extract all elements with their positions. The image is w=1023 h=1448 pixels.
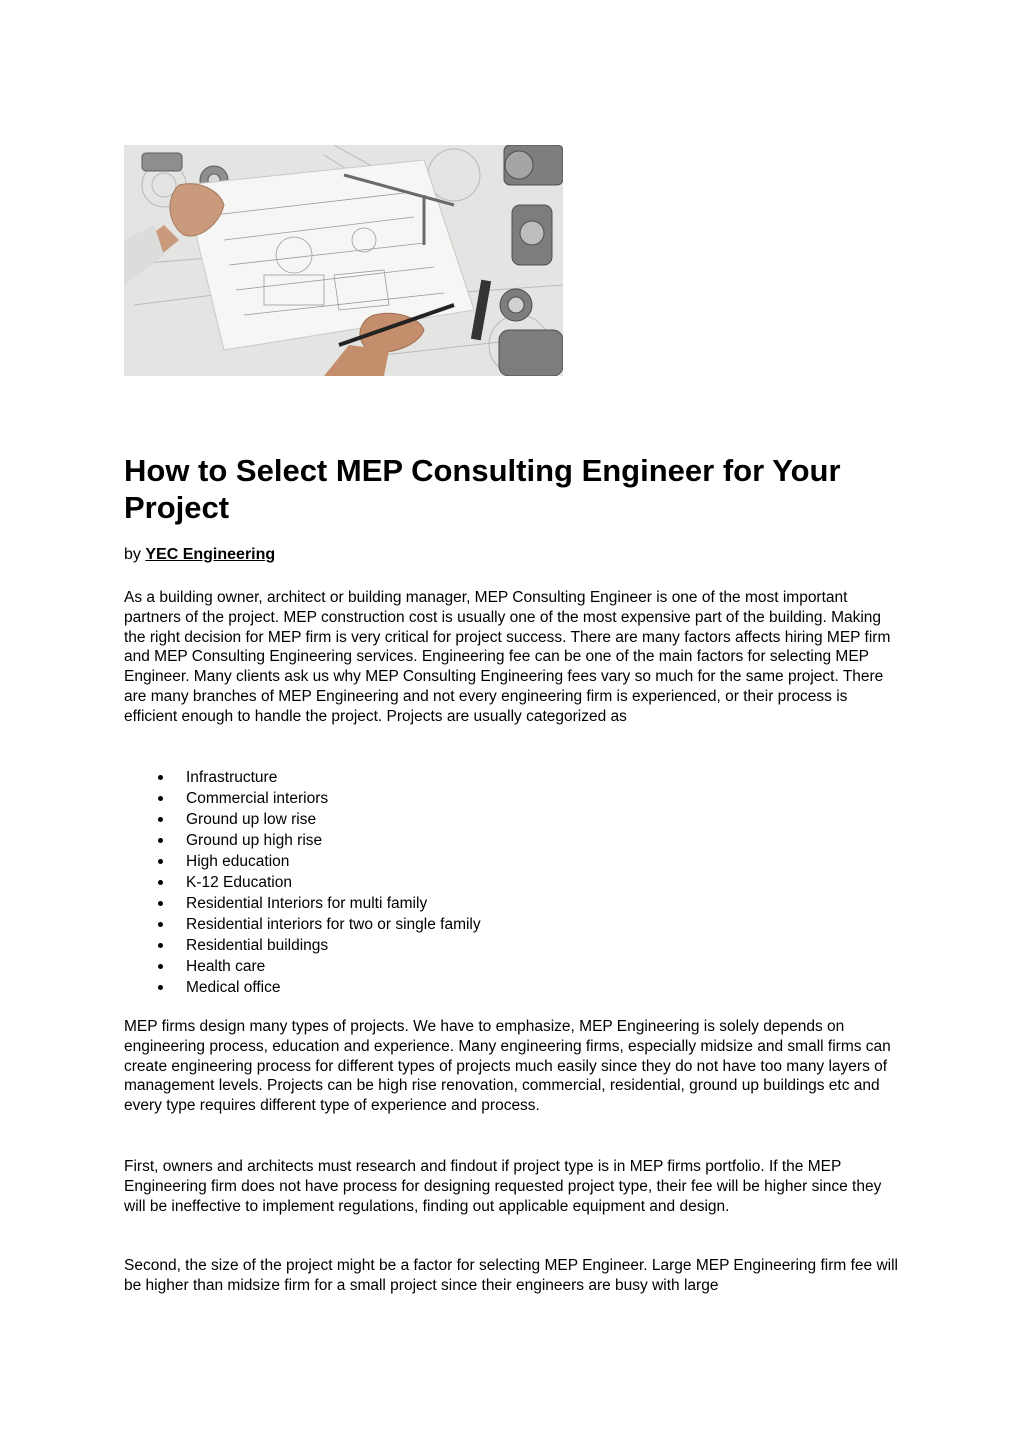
list-item: K-12 Education	[124, 872, 481, 893]
list-item: Commercial interiors	[124, 788, 481, 809]
bullet-icon	[158, 859, 163, 864]
bullet-icon	[158, 796, 163, 801]
bullet-icon	[158, 943, 163, 948]
list-item: Ground up high rise	[124, 830, 481, 851]
list-item: Residential Interiors for multi family	[124, 893, 481, 914]
list-item: Residential buildings	[124, 935, 481, 956]
bullet-icon	[158, 964, 163, 969]
bullet-icon	[158, 880, 163, 885]
intro-paragraph: As a building owner, architect or building manager, MEP Consulting Engineer is one of the most important partners of the project. MEP construction cost is usually one of the most expensive part of the building. Making the right decision for MEP firm is very critical for project success. There are many factors affects hiring MEP firm and MEP Consulting Engineering services. Engineering fee can be one of the main factors for selecting MEP Engineer. Many clients ask us why MEP Consulting Engineering fees vary so much for the same project. There are many branches of MEP Engineering and not every engineering firm is experienced, or their process is efficient enough to handle the project. Projects are usually categorized as	[124, 589, 891, 725]
body-paragraph-4: Second, the size of the project might be a factor for selecting MEP Engineer. Large MEP Engineering firm fee will be higher than midsize firm for a small project since their engineers are busy with large	[124, 1257, 898, 1294]
article-title: How to Select MEP Consulting Engineer for Your Project	[124, 453, 841, 525]
bullet-icon	[158, 775, 163, 780]
list-item: High education	[124, 851, 481, 872]
list-item: Residential interiors for two or single family	[124, 914, 481, 935]
bullet-icon	[158, 985, 163, 990]
bullet-icon	[158, 901, 163, 906]
list-item: Medical office	[124, 977, 481, 998]
list-item: Health care	[124, 956, 481, 977]
body-paragraph-3: First, owners and architects must research and findout if project type is in MEP firms portfolio. If the MEP Engineering firm does not have process for designing requested project type, their fee will be higher since they will be ineffective to implement regulations, finding out applicable equipment and design.	[124, 1158, 882, 1215]
list-item: Ground up low rise	[124, 809, 481, 830]
list-item: Infrastructure	[124, 767, 481, 788]
bullet-icon	[158, 838, 163, 843]
blueprint-image	[124, 145, 563, 376]
body-paragraph-2: MEP firms design many types of projects. We have to emphasize, MEP Engineering is solely depends on engineering process, education and experience. Many engineering firms, especially midsize and small firms can create engineering process for different types of projects much easily since they do not have too many layers of management levels. Projects can be high rise renovation, commercial, residential, ground up buildings etc and every type requires different type of experience and process.	[124, 1018, 891, 1115]
bullet-icon	[158, 922, 163, 927]
byline	[124, 545, 275, 565]
author-link[interactable]: YEC Engineering	[145, 546, 276, 563]
bullet-icon	[158, 817, 163, 822]
byline-prefix: by	[124, 546, 141, 563]
project-categories-list	[124, 767, 481, 998]
